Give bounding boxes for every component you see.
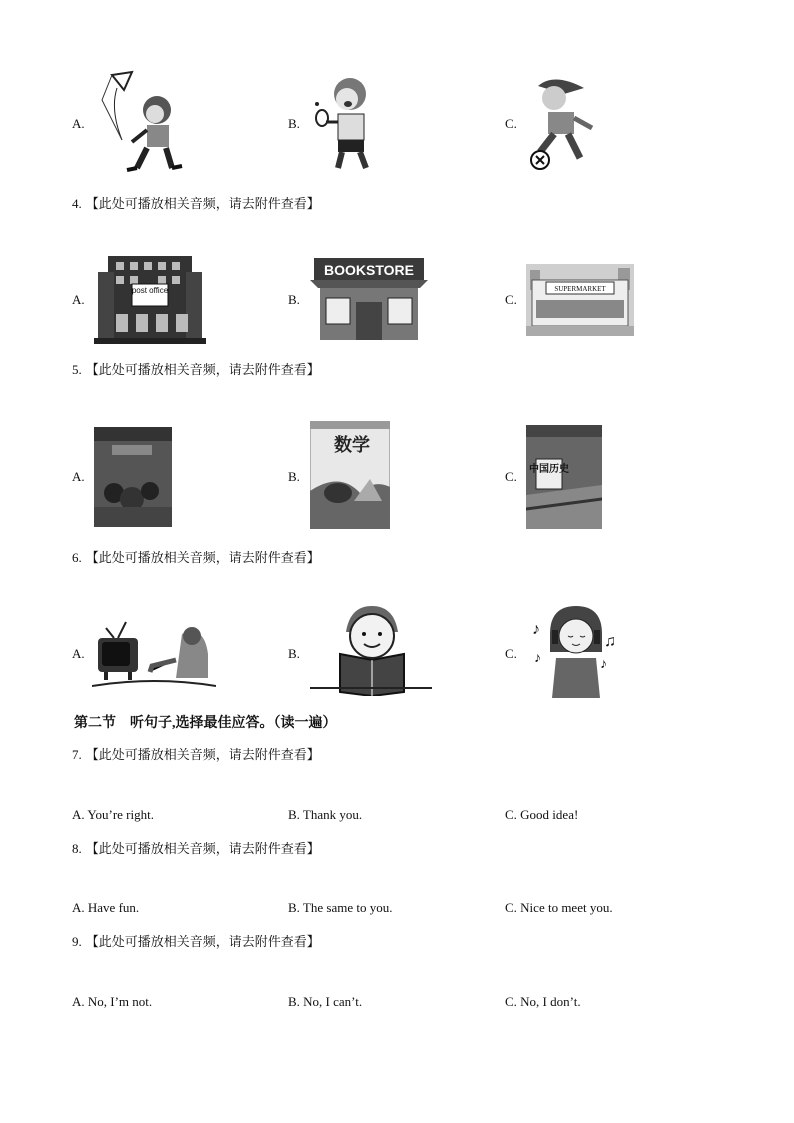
q8-option-b: B. The same to you.	[288, 900, 393, 915]
question-number: 4.	[72, 196, 82, 211]
audio-prompt: 【此处可播放相关音频，请去附件查看】	[85, 934, 320, 949]
question-9	[72, 931, 320, 950]
question-5	[72, 359, 320, 378]
svg-text:♪: ♪	[532, 621, 540, 638]
audio-prompt: 【此处可播放相关音频，请去附件查看】	[85, 196, 320, 211]
q7-option-a: A. You’re right.	[72, 807, 154, 822]
q9-option-a: A. No, I’m not.	[72, 994, 153, 1009]
row5-option-c-label: C.	[505, 469, 517, 484]
chinese-history-textbook-cover-image	[526, 425, 602, 529]
bookstore-sign: BOOKSTORE	[324, 262, 414, 278]
question-8	[72, 838, 320, 857]
row4-option-a-label: A.	[72, 292, 85, 307]
math-textbook-cover-image	[310, 421, 390, 529]
q7-option-c: C. Good idea!	[505, 807, 579, 822]
q9-option-b: B. No, I can’t.	[288, 994, 363, 1009]
supermarket-building-image	[526, 264, 634, 336]
svg-text:♫: ♫	[604, 633, 616, 650]
row3-option-c-label: C.	[505, 116, 517, 131]
post-office-sign: post office	[131, 286, 169, 295]
row5-option-b-label: B.	[288, 469, 300, 484]
history-book-title: 中国历史	[529, 464, 569, 475]
question-number: 5.	[72, 362, 82, 377]
q9-option-c: C. No, I don’t.	[505, 994, 581, 1009]
bookstore-building-image	[310, 254, 428, 342]
question-number: 8.	[72, 841, 82, 856]
audio-prompt: 【此处可播放相关音频，请去附件查看】	[85, 550, 320, 565]
question-number: 6.	[72, 550, 82, 565]
svg-text:♪: ♪	[600, 657, 607, 672]
question-number: 7.	[72, 747, 82, 762]
boy-reading-book-image	[310, 602, 432, 696]
q8-option-c: C. Nice to meet you.	[505, 900, 613, 915]
boy-flying-kite-image	[92, 70, 192, 174]
row6-option-a-label: A.	[72, 646, 85, 661]
q7-option-b: B. Thank you.	[288, 807, 363, 822]
question-4	[72, 193, 320, 212]
math-book-title: 数学	[334, 435, 370, 456]
post-office-building-image	[94, 252, 206, 344]
row4-option-c-label: C.	[505, 292, 517, 307]
audio-prompt: 【此处可播放相关音频，请去附件查看】	[85, 841, 320, 856]
supermarket-sign: SUPERMARKET	[554, 285, 606, 293]
row6-option-b-label: B.	[288, 646, 300, 661]
watching-tv-image	[92, 614, 216, 688]
row3-option-b-label: B.	[288, 116, 300, 131]
boy-playing-ping-pong-image	[310, 72, 390, 172]
audio-prompt: 【此处可播放相关音频，请去附件查看】	[85, 747, 320, 762]
svg-text:♪: ♪	[534, 651, 541, 666]
section-2-heading: 第二节 听句子,选择最佳应答。（读一遍）	[74, 716, 337, 731]
boy-playing-football-image	[524, 72, 596, 174]
question-6	[72, 547, 320, 566]
girl-listening-music-image	[528, 602, 618, 702]
q8-option-a: A. Have fun.	[72, 900, 140, 915]
question-7	[72, 744, 320, 763]
question-number: 9.	[72, 934, 82, 949]
audio-prompt: 【此处可播放相关音频，请去附件查看】	[85, 362, 320, 377]
music-textbook-cover-image	[94, 427, 172, 527]
row3-option-a-label: A.	[72, 116, 85, 131]
row5-option-a-label: A.	[72, 469, 85, 484]
row4-option-b-label: B.	[288, 292, 300, 307]
row6-option-c-label: C.	[505, 646, 517, 661]
